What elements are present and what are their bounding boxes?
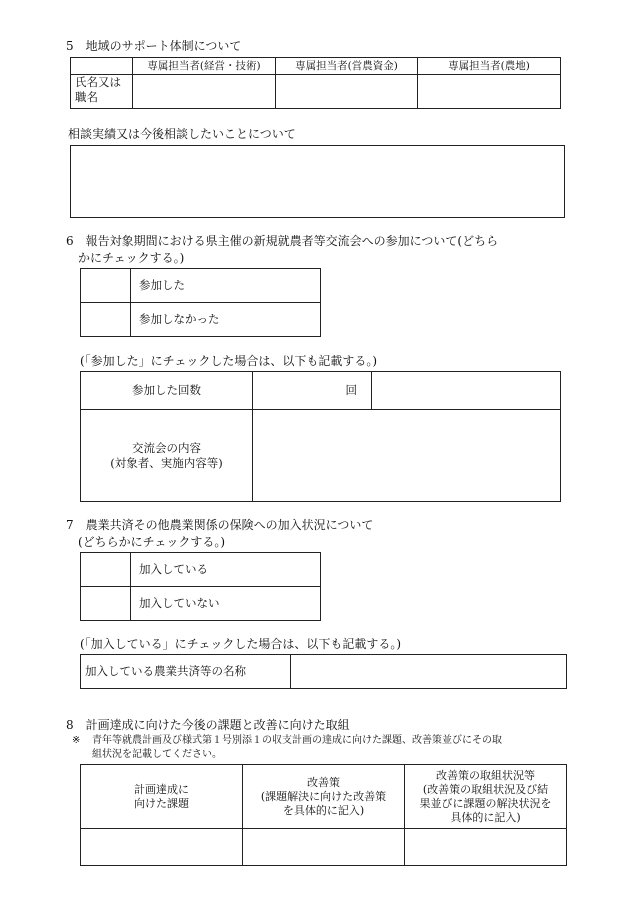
management-staff-input[interactable] — [133, 75, 276, 109]
insurance-name-table — [80, 654, 567, 689]
plan-issues-table — [80, 764, 567, 866]
insurance-name-label: 加入している農業共済等の名称 — [81, 655, 291, 689]
col-progress — [405, 765, 567, 829]
exchange-participation-table — [80, 268, 321, 337]
progress-line2: (改善策の取組状況及び結 — [422, 782, 549, 796]
section-7-heading-line1: 7 農業共済その他農業関係の保険への加入状況について — [66, 518, 374, 532]
blank-header-cell — [71, 58, 133, 75]
progress-line4: 具体的に記入) — [450, 810, 521, 824]
section-8-heading: 8 計画達成に向けた今後の課題と改善に向けた取組 — [66, 718, 350, 732]
section-6-heading-line2: かにチェックする。) — [78, 251, 185, 265]
name-or-title-label — [71, 75, 133, 109]
insurance-status-table — [80, 552, 321, 621]
section-7-note: (「加入している」にチェックした場合は、以下も記載する。) — [80, 637, 402, 651]
not-participated-label: 参加しなかった — [131, 303, 321, 337]
consult-label: 相談実績又は今後相談したいことについて — [68, 127, 296, 141]
content-label-line2: (対象者、実施内容等) — [110, 455, 223, 470]
not-insured-label: 加入していない — [131, 587, 321, 621]
col-management-staff: 専属担当者(経営・技術) — [133, 58, 276, 75]
improvements-line2: (課題解決に向けた改善策 — [260, 789, 387, 803]
insured-checkbox[interactable] — [81, 553, 131, 587]
participated-checkbox[interactable] — [81, 269, 131, 303]
improvements-line1: 改善策 — [307, 775, 340, 789]
support-staff-table — [70, 57, 561, 109]
progress-input[interactable] — [405, 829, 567, 866]
col-finance-staff: 専属担当者(営農資金) — [276, 58, 418, 75]
name-label-line1: 氏名又は — [75, 75, 121, 89]
improvements-line3: を具体的に記入) — [282, 803, 365, 817]
col-improvements — [243, 765, 405, 829]
insurance-name-input[interactable] — [291, 655, 567, 689]
section-8-note-line1: 青年等就農計画及び様式第１号別添１の収支計画の達成に向けた課題、改善策並びにその取 — [92, 735, 502, 746]
improvements-input[interactable] — [243, 829, 405, 866]
col-issues — [81, 765, 243, 829]
section-8-note-line2: 組状況を記載してください。 — [92, 749, 222, 760]
not-participated-checkbox[interactable] — [81, 303, 131, 337]
exchange-content-label — [81, 410, 253, 502]
section-7-heading-line2: (どちらかにチェックする。) — [78, 535, 226, 549]
insured-label: 加入している — [131, 553, 321, 587]
count-label: 参加した回数 — [81, 372, 253, 410]
progress-line3: 果並びに課題の解決状況を — [419, 796, 552, 810]
issues-input[interactable] — [81, 829, 243, 866]
content-label-line1: 交流会の内容 — [132, 440, 201, 455]
section-5-heading: 5 地域のサポート体制について — [66, 39, 242, 53]
issues-line2: 向けた課題 — [134, 796, 189, 810]
name-label-line2: 職名 — [75, 90, 98, 104]
count-unit: 回 — [345, 383, 357, 397]
exchange-content-input[interactable] — [253, 410, 561, 502]
section-6-note: (「参加した」にチェックした場合は、以下も記載する。) — [80, 354, 378, 368]
note-mark: ※ — [72, 735, 81, 746]
count-extra-cell — [372, 372, 561, 410]
progress-line1: 改善策の取組状況等 — [436, 768, 535, 782]
not-insured-checkbox[interactable] — [81, 587, 131, 621]
issues-line1: 計画達成に — [134, 782, 189, 796]
consult-textarea[interactable] — [70, 145, 565, 218]
col-farmland-staff: 専属担当者(農地) — [418, 58, 561, 75]
farmland-staff-input[interactable] — [418, 75, 561, 109]
participated-label: 参加した — [131, 269, 321, 303]
exchange-detail-table — [80, 371, 561, 502]
count-input[interactable] — [253, 372, 372, 410]
section-6-heading-line1: 6 報告対象期間における県主催の新規就農者等交流会への参加について(どちら — [66, 234, 499, 248]
finance-staff-input[interactable] — [276, 75, 418, 109]
